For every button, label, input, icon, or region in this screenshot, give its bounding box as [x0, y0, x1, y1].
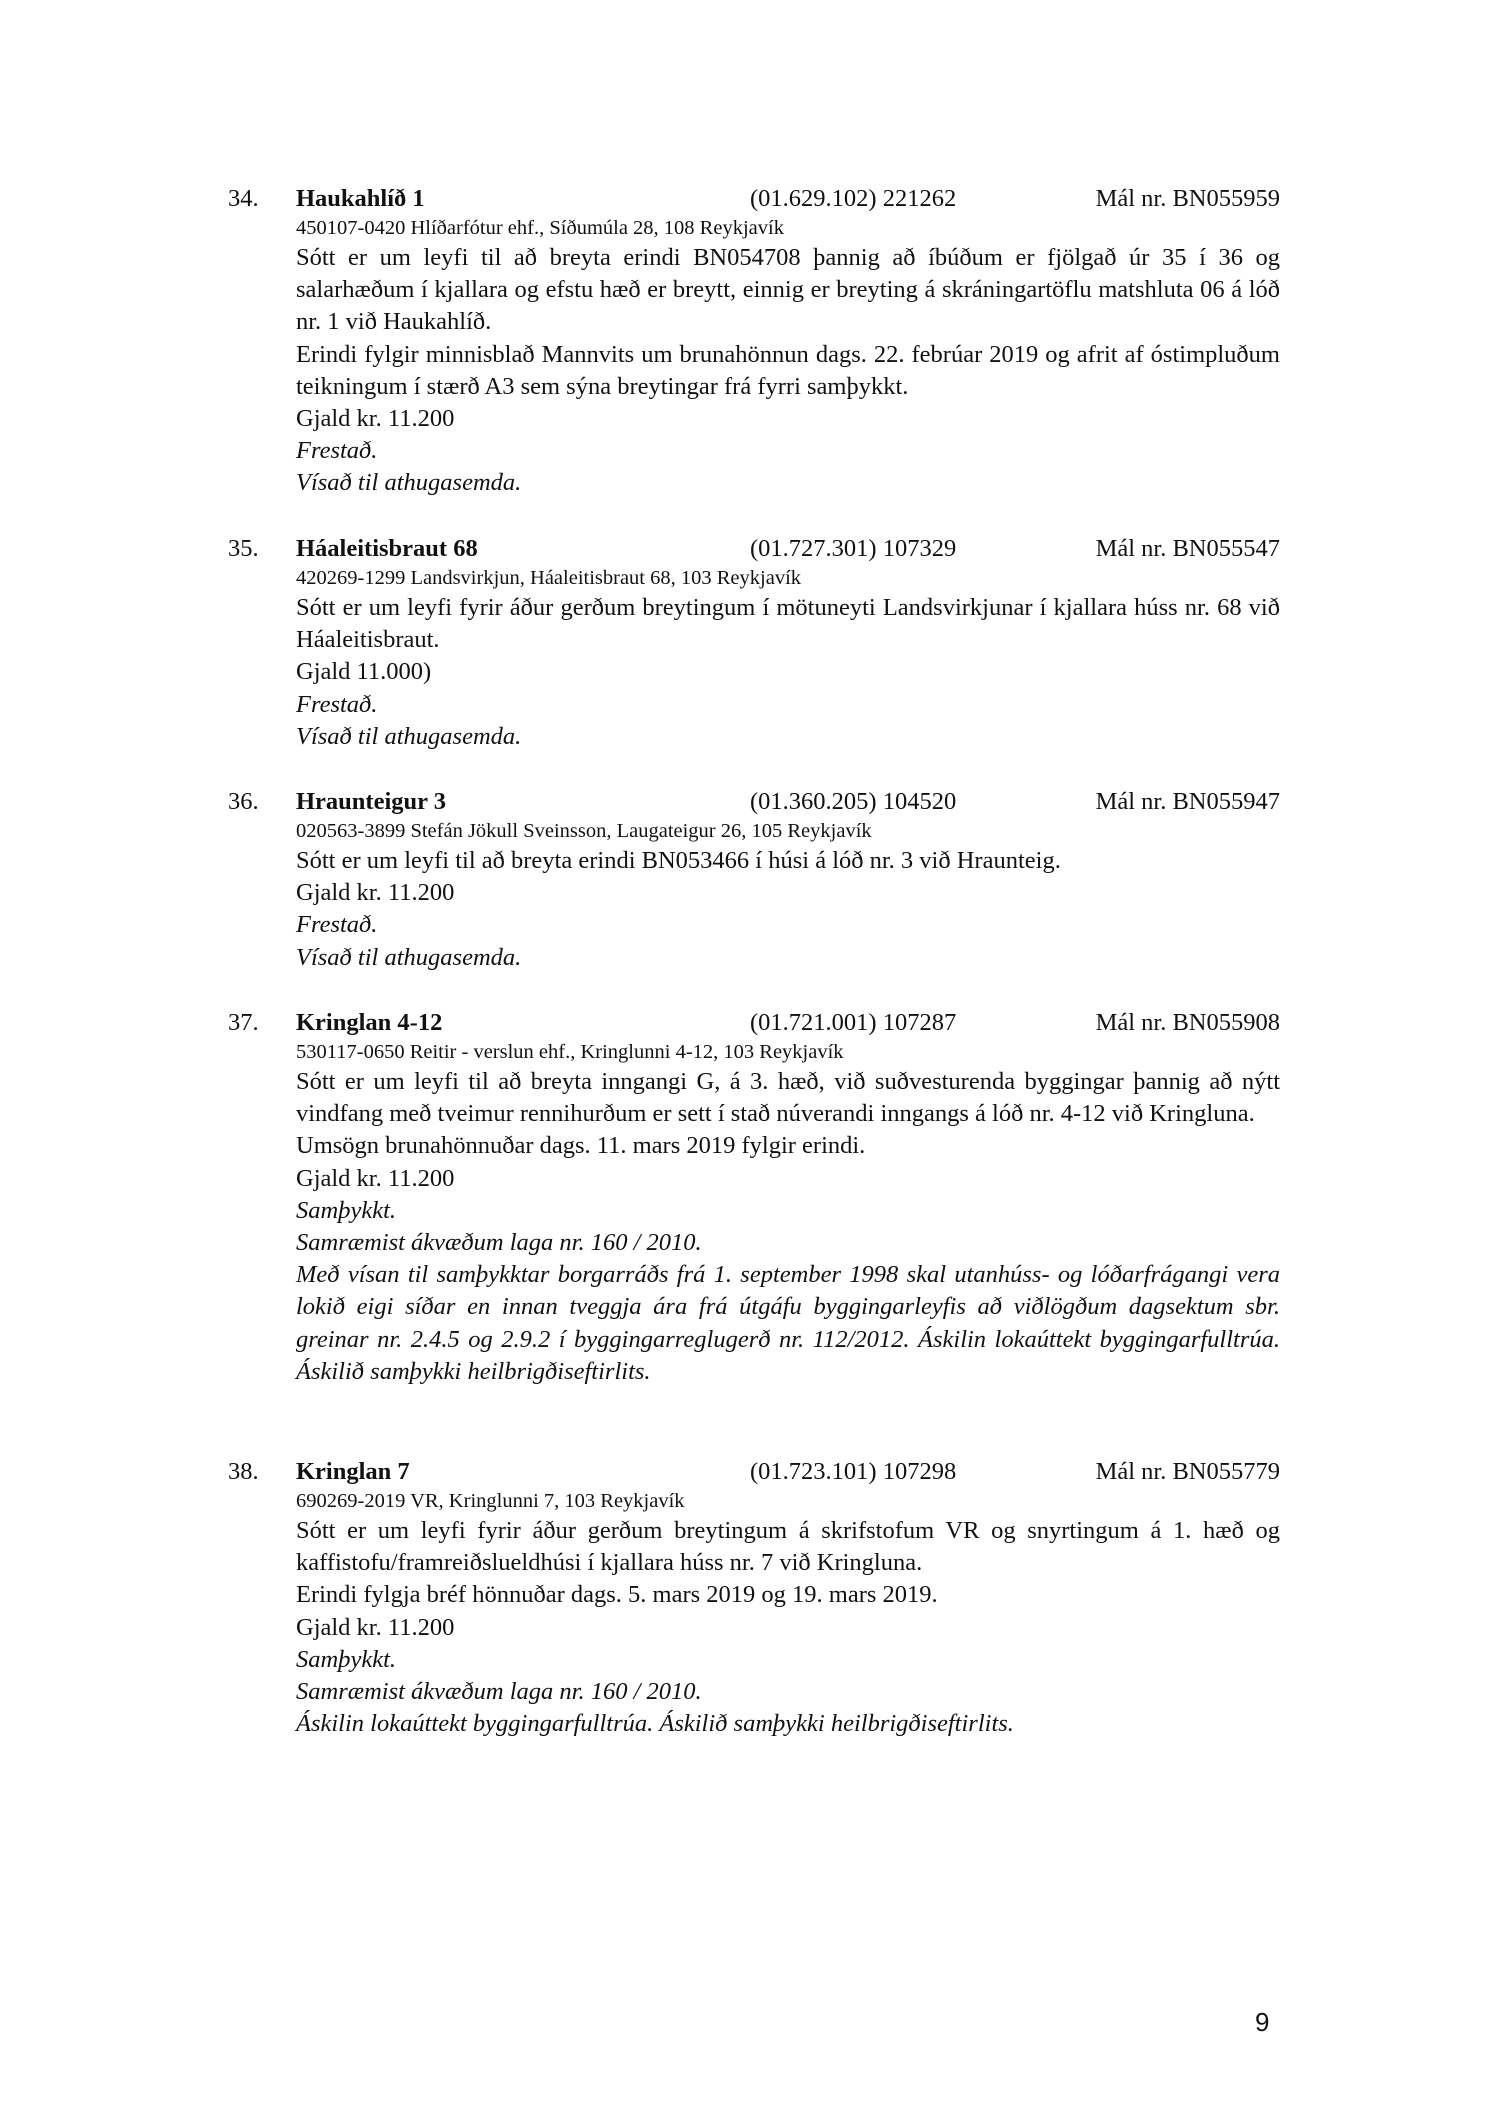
case-reference: Mál nr. BN055547: [1095, 535, 1280, 562]
case-number: 34.: [228, 185, 259, 212]
case-address: Kringlan 4-12: [296, 1009, 443, 1036]
property-code: (01.723.101) 107298: [750, 1458, 957, 1485]
case-header: [228, 1455, 1280, 1488]
case-decision-note: Vísað til athugasemda.: [296, 469, 522, 497]
applicant-line: 020563-3899 Stefán Jökull Sveinsson, Laugateigur 26, 105 Reykjavík: [296, 820, 872, 842]
case-attachment-note: Erindi fylgja bréf hönnuðar dags. 5. mars 2019 og 19. mars 2019.: [296, 1581, 938, 1609]
page-number: 9: [1255, 2007, 1270, 2037]
case-decision: Samþykkt.: [296, 1645, 396, 1673]
case-decision-conditions: Með vísan til samþykktar borgarráðs frá 1. september 1998 skal utanhúss- og lóðarfrágangi vera lokið eigi síðar en innan tveggja ára frá útgáfu byggingarleyfis að viðlögðum dagsektum sbr. greinar nr. 2.4.5 og 2.9.2 í byggingarreglugerð nr. 112/2012. Áskilin lokaúttekt byggingarfulltrúa. Áskilið samþykki heilbrigðiseftirlits.: [296, 1261, 1280, 1385]
case-address: Kringlan 7: [296, 1458, 410, 1485]
applicant-line: 420269-1299 Landsvirkjun, Háaleitisbraut 68, 103 Reykjavík: [296, 567, 802, 589]
case-decision-conditions: Áskilin lokaúttekt byggingarfulltrúa. Áskilið samþykki heilbrigðiseftirlits.: [296, 1710, 1014, 1738]
case-body: [296, 818, 1280, 974]
case-item: [228, 532, 1280, 753]
case-reference: Mál nr. BN055959: [1095, 185, 1280, 212]
case-description: Sótt er um leyfi fyrir áður gerðum breytingum í mötuneyti Landsvirkjunar í kjallara húss nr. 68 við Háaleitisbraut.: [296, 594, 1280, 654]
case-header: [228, 532, 1280, 565]
case-number: 36.: [228, 788, 259, 815]
property-code: (01.727.301) 107329: [750, 535, 957, 562]
case-description: Sótt er um leyfi fyrir áður gerðum breytingum á skrifstofum VR og snyrtingum á 1. hæð og kaffistofu/framreiðslueldhúsi í kjallara húss nr. 7 við Kringluna.: [296, 1517, 1280, 1577]
case-item: [228, 785, 1280, 974]
case-attachment-note: Umsögn brunahönnuðar dags. 11. mars 2019 fylgir erindi.: [296, 1132, 866, 1160]
case-item: [228, 1006, 1280, 1388]
case-item: [228, 1455, 1280, 1740]
case-body: [296, 215, 1280, 500]
property-code: (01.629.102) 221262: [750, 185, 957, 212]
case-fee: Gjald kr. 11.200: [296, 1613, 455, 1641]
case-body: [296, 565, 1280, 753]
case-fee: Gjald 11.000): [296, 658, 432, 686]
case-address: Haukahlíð 1: [296, 185, 425, 212]
case-decision: Samþykkt.: [296, 1196, 396, 1224]
property-code: (01.360.205) 104520: [750, 788, 957, 815]
case-body: [296, 1039, 1280, 1388]
case-number: 37.: [228, 1009, 259, 1036]
case-attachment-note: Erindi fylgir minnisblað Mannvits um brunahönnun dags. 22. febrúar 2019 og afrit af óstimpluðum teikningum í stærð A3 sem sýna breytingar frá fyrri samþykkt.: [296, 340, 1280, 400]
case-reference: Mál nr. BN055947: [1095, 788, 1280, 815]
property-code: (01.721.001) 107287: [750, 1009, 957, 1036]
case-item: [228, 182, 1280, 500]
case-description: Sótt er um leyfi til að breyta erindi BN054708 þannig að íbúðum er fjölgað úr 35 í 36 og salarhæðum í kjallara og efstu hæð er breytt, einnig er breyting á skráningartöflu matshluta 06 á lóð nr. 1 við Haukahlíð.: [296, 244, 1280, 336]
case-body: [296, 1488, 1280, 1740]
case-address: Háaleitisbraut 68: [296, 535, 478, 562]
case-decision-note: Vísað til athugasemda.: [296, 722, 522, 750]
case-header: [228, 785, 1280, 818]
case-decision-note: Vísað til athugasemda.: [296, 943, 522, 971]
case-decision-note: Samræmist ákvæðum laga nr. 160 / 2010.: [296, 1229, 702, 1257]
case-address: Hraunteigur 3: [296, 788, 446, 815]
case-decision-note: Samræmist ákvæðum laga nr. 160 / 2010.: [296, 1678, 702, 1706]
case-header: [228, 182, 1280, 215]
case-description: Sótt er um leyfi til að breyta inngangi G, á 3. hæð, við suðvesturenda byggingar þannig að nýtt vindfang með tveimur rennihurðum er sett í stað núverandi inngangs á lóð nr. 4-12 við Kringluna.: [296, 1068, 1280, 1128]
case-reference: Mál nr. BN055908: [1095, 1009, 1280, 1036]
case-number: 38.: [228, 1458, 259, 1485]
case-fee: Gjald kr. 11.200: [296, 1164, 455, 1192]
case-reference: Mál nr. BN055779: [1095, 1458, 1280, 1485]
applicant-line: 690269-2019 VR, Kringlunni 7, 103 Reykjavík: [296, 1490, 685, 1512]
case-decision: Frestað.: [296, 437, 378, 465]
applicant-line: 450107-0420 Hlíðarfótur ehf., Síðumúla 28, 108 Reykjavík: [296, 217, 784, 239]
case-fee: Gjald kr. 11.200: [296, 405, 455, 433]
case-decision: Frestað.: [296, 690, 378, 718]
case-decision: Frestað.: [296, 911, 378, 939]
case-fee: Gjald kr. 11.200: [296, 879, 455, 907]
applicant-line: 530117-0650 Reitir - verslun ehf., Kringlunni 4-12, 103 Reykjavík: [296, 1041, 844, 1063]
case-number: 35.: [228, 535, 259, 562]
case-header: [228, 1006, 1280, 1039]
case-description: Sótt er um leyfi til að breyta erindi BN053466 í húsi á lóð nr. 3 við Hraunteig.: [296, 847, 1061, 874]
